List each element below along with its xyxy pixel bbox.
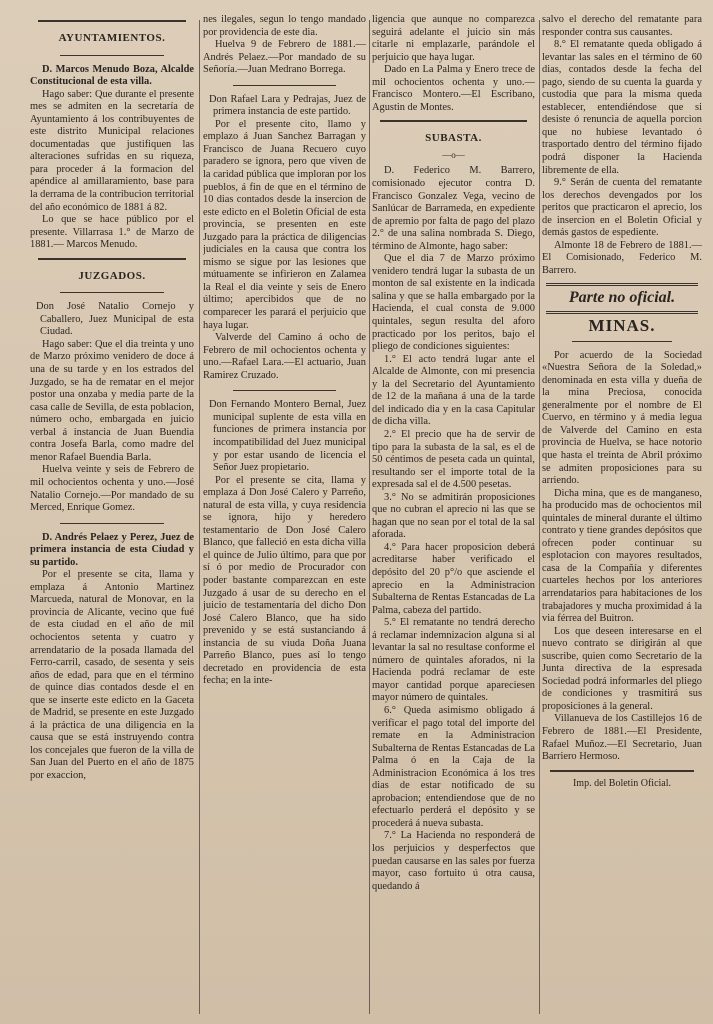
section-rule: [60, 55, 164, 56]
notice-body: Hago saber: Que durante el presente mes se admiten en la secretaría de Ayuntamiento á los contribuyentes de este distrito Municipal relaciones documentadas que justifiquen las alteraciones sufridas en su riqueza, para proceder á la formacion del apéndice al amillaramiento, base para la derrama de la contribucion territorial del año económico de 1881 á 82.: [30, 88, 194, 213]
column-1: [30, 14, 194, 1016]
column-2: [203, 14, 366, 1016]
heading-parte-no-oficial: Parte no oficial.: [568, 289, 676, 307]
notice-signature: Dado en La Palma y Enero trece de mil ochocientos ochenta y uno.—Francisco Montero.—El Escribano, Agustin de Montes.: [372, 64, 535, 113]
notice-body: Dicha mina, que es de manganeso, ha producido mas de ochocientos mil quintales de mineral durante el último contrato y tiene grandes depósitos que ofrecen poder continuar su esplotacion con mayores resultados, casa de la Compañía y diferentes cuarteles hechos por los anteriores arrendatarios para habitaciones de los trabajadores y mucha proximidad á la via férrea del Buitron.: [542, 487, 702, 625]
section-rule: [572, 341, 672, 342]
section-rule: [546, 283, 698, 286]
section-rule: [546, 311, 698, 314]
notice-body: Por el presente se cita, llama y emplaza á Antonio Martinez Marcueda, natural de Monovar, en la provincia de Alicante, vecino que fué de esta ciudad en el año de mil ochocientos setenta y cuatro y arrendatario de la posada llamada del Ferro-carril, casado, de sesenta y seis años de edad, para que en el término de quince dias contados desde el en que se inserte este edicto en la Gaceta de Madrid, se presente en este Juzgado á la práctica de una diligencia en la causa que se está instruyendo contra los concejales que fueron de la villa de San Juan del Puerto en el año de 1875 por exaccion,: [30, 569, 194, 781]
notice-body: ligencia que aunque no comparezca seguirá adelante el juicio sin más citarle ni emplazarle, parándole el perjuicio que haya lugar.: [372, 14, 535, 63]
condition-6: 6.° Queda asimismo obligado á verificar el pago total del importe del remate en la Administracion Subalterna de Rentas Estancadas de La Palma ó en la Caja de la Administracion Económica á los tres dias de estar notificado de su aprobacion; entendiendose que de no efectuarlo perderá el depósito y se procederá á nueva subasta.: [372, 704, 535, 829]
notice-signature: Villanueva de los Castillejos 16 de Febrero de 1881.—El Presidente, Rafael Muñoz.—El Secretario, Juan Barriero Hermoso.: [542, 713, 702, 763]
section-rule: [60, 523, 164, 524]
condition-7: 7.° La Hacienda no responderá de los perjuicios y desperfectos que puedan causarse en las sales por fuerza mayor, caso fortuito ú otra causa, quedando á: [372, 830, 535, 892]
notice-lead: D. Marcos Menudo Boza, Alcalde Constitucional de esta villa.: [30, 63, 194, 88]
column-divider: [539, 20, 540, 1014]
notice-body: nes ilegales, segun lo tengo mandado por providencia de este dia.: [203, 14, 366, 38]
notice-lead: Don Fernando Montero Bernal, Juez municipal suplente de esta villa en funciones de primera instancia por incompatibilidad del Juez municipal y por estar usando de licencia el Señor Juez propietario.: [209, 399, 366, 474]
heading-juzgados: JUZGADOS.: [78, 269, 146, 282]
notice-lead: Don José Natalio Cornejo y Caballero, Juez Municipal de esta Ciudad.: [36, 301, 194, 338]
section-rule: [550, 770, 694, 772]
notice-body: Por el presente cito, llamo y emplazo á Juan Sanchez Barragan y Francisco de Juana Recuero cuyo paradero se ignora, pero que viven de la caridad pública que imploran por los pueblos, á fin de que en el término de 10 dias contados desde la insercion de este edicto en el Boletin Oficial de esta provincia, se presenten en este Juzgado para la práctica de diligencias judiciales en la causa que contra los mismo se sigue por las lesiones que mútuamente se infirieron en Zalamea la Real el dia veinte y seis de Enero último; apercibidos que de no comparecer les parará el perjuicio que haya lugar.: [203, 118, 366, 331]
column-3: [372, 14, 535, 1016]
notice-signature: Huelva veinte y seis de Febrero de mil ochocientos ochenta y uno.—José Natalio Cornejo.—Por mandado de su Merced, Enrique Gomez.: [30, 464, 194, 514]
condition-9: 9.° Serán de cuenta del rematante los derechos devengados por los peritos que practicaron el aprecio, los de insercion en el Boletin Oficial y demás gastos de espediente.: [542, 177, 702, 239]
condition-5: 5.° El rematante no tendrá derecho á reclamar indemnizacion alguna si al levantar la sal no resultase conforme el número de quintales aforados, ni la Hacienda podrá reclamar de este mayor cantidad porque apareciesen mayor número de quintales.: [372, 617, 535, 704]
notice-body: Por el presente se cita, llama y emplaza á Don José Calero y Parreño, natural de esta villa, y cuya residencia se ignora, hijo y heredero testamentario de Don José Calero Blanco, que falleció en esta dicha villa el quince de Julio último, para que por sí ó por medio de Procurador con poder bastante comparezcan en este Juzgado á usar de su derecho en el juicio de testamentaría del dicho Don José Calero Blanco, que ha sido prevenido y se está sustanciando á instancia de su viuda Doña Juana Parreño Blanco, pues así lo tengo decretado en providencia de esta fecha; en la inte-: [203, 474, 366, 687]
section-rule: [233, 85, 336, 86]
condition-4: 4.° Para hacer proposicion deberá acreditarse haber verificado el depósito del 20 p°/o que asciende el aprecio en la Administracion Subalterna de Rentas Estancadas de La Palma, cabeza del partido.: [372, 541, 535, 616]
notice-lead: Don Rafael Lara y Pedrajas, Juez de primera instancia de este partido.: [209, 93, 366, 118]
column-4: [542, 14, 702, 1016]
ornament: —o—: [442, 149, 465, 160]
section-rule: [38, 20, 186, 22]
notice-body: Hago saber: Que el dia treinta y uno de Marzo próximo venidero de doce á una de su tarde y en los estrados del Juzgado, se ha de rematar en el mejor postor una onzaba y media parte de la casa calle de Sevilla, de esta poblacion, número ocho, embargada en juicio verbal á instancia de Juan Buendia contra Josefa Barla, como madre del menor Rafael Buendia Barla.: [30, 338, 194, 463]
section-rule: [60, 292, 164, 293]
notice-body: Los que deseen interesarse en el nuevo contrato se dirigirán al que suscribe, quien como Secretario de la Junta directiva de la espresada Sociedad podrá informarles del pliego de condiciones y trasmitirá sus proposiciones á la general.: [542, 625, 702, 712]
notice-lead: D. Federico M. Barrero, comisionado ejecutor contra D. Francisco Gonzalez Vega, vecino de Sanlúcar de Barrameda, en expediente de apremio por falta de pago del plazo 2.° de una salina nombrada S. Diego, término de Almonte, hago saber:: [372, 165, 535, 252]
condition-2: 2.° El precio que ha de servir de tipo para la subasta de la sal, es el de 50 céntimos de peseta cada un quintal, resultando ser el importe total de la expresada sal el de 4.500 pesetas.: [372, 428, 535, 491]
section-rule: [380, 120, 527, 122]
condition-1: 1.° El acto tendrá lugar ante el Alcalde de Almonte, con mi presencia y la del Secretario del Ayuntamiento de 12 de la mañana á una de la tarde del indicado dia y en la casa Capitular de dicha villa.: [372, 353, 535, 428]
section-rule: [233, 390, 336, 391]
heading-minas: MINAS.: [588, 316, 656, 336]
condition-7-cont: salvo el derecho del rematante para responder contra sus causantes.: [542, 14, 702, 38]
imprint: Imp. del Boletin Oficial.: [572, 777, 672, 789]
heading-ayuntamientos: AYUNTAMIENTOS.: [58, 32, 166, 44]
notice-signature: Lo que se hace público por el presente. Villarrasa 1.° de Marzo de 1881.— Marcos Menudo.: [30, 214, 194, 251]
notice-body: Que el dia 7 de Marzo próximo venidero tendrá lugar la subasta de un monton de sal existente en la indicada salina y que se halla embargado por la Hacienda, el cual consta de 9.000 quintales, segun resulta del aforo practicado por los peritos, bajo el pliego de condiciones siguientes:: [372, 253, 535, 353]
column-divider: [369, 20, 370, 1014]
column-divider: [199, 20, 200, 1014]
notice-lead: D. Andrés Pelaez y Perez, Juez de primera instancia de esta Ciudad y su partido.: [30, 531, 194, 568]
notice-body: Por acuerdo de la Sociedad «Nuestra Señora de la Soledad,» denominada en esta villa y dueña de la mina Preciosa, conocida generalmente por el nombre de El Cuervo, en término y á media legua de Valverde del Camino en esta provincia de Huelva, se hace notorio que hasta el treinta de Abril próximo se admiten proposiciones para su arriendo.: [542, 349, 702, 487]
section-rule: [38, 258, 186, 260]
condition-8: 8.° El rematante queda obligado á levantar las sales en el término de 60 dias, contados desde la fecha del pago, siendo de su cuenta la guarda y custodia que para la misma queda establecer, entendiéndose que si desiste ó renuncia de aquella porcion que no hubiese levantado ó trasportado dentro del término fijado podrá disponer la Hacienda libremente de ella.: [542, 39, 702, 176]
notice-signature: Huelva 9 de Febrero de 1881.—Andrés Pelaez.—Por mandado de su Señoría.—Juan Medrano Borrega.: [203, 39, 366, 76]
notice-signature: Almonte 18 de Febrero de 1881.—El Comisionado, Federico M. Barrero.: [542, 239, 702, 276]
heading-subasta: SUBASTA.: [425, 132, 482, 145]
notice-signature: Valverde del Camino á ocho de Febrero de mil ochocientos ochenta y uno.—Rafael Lara.—El actuario, Juan Ramirez Cruzado.: [203, 332, 366, 381]
condition-3: 3.° No se admitirán proposiciones que no cubran el aprecio ni las que se hagan que no sean por el total de la sal aforada.: [372, 491, 535, 541]
